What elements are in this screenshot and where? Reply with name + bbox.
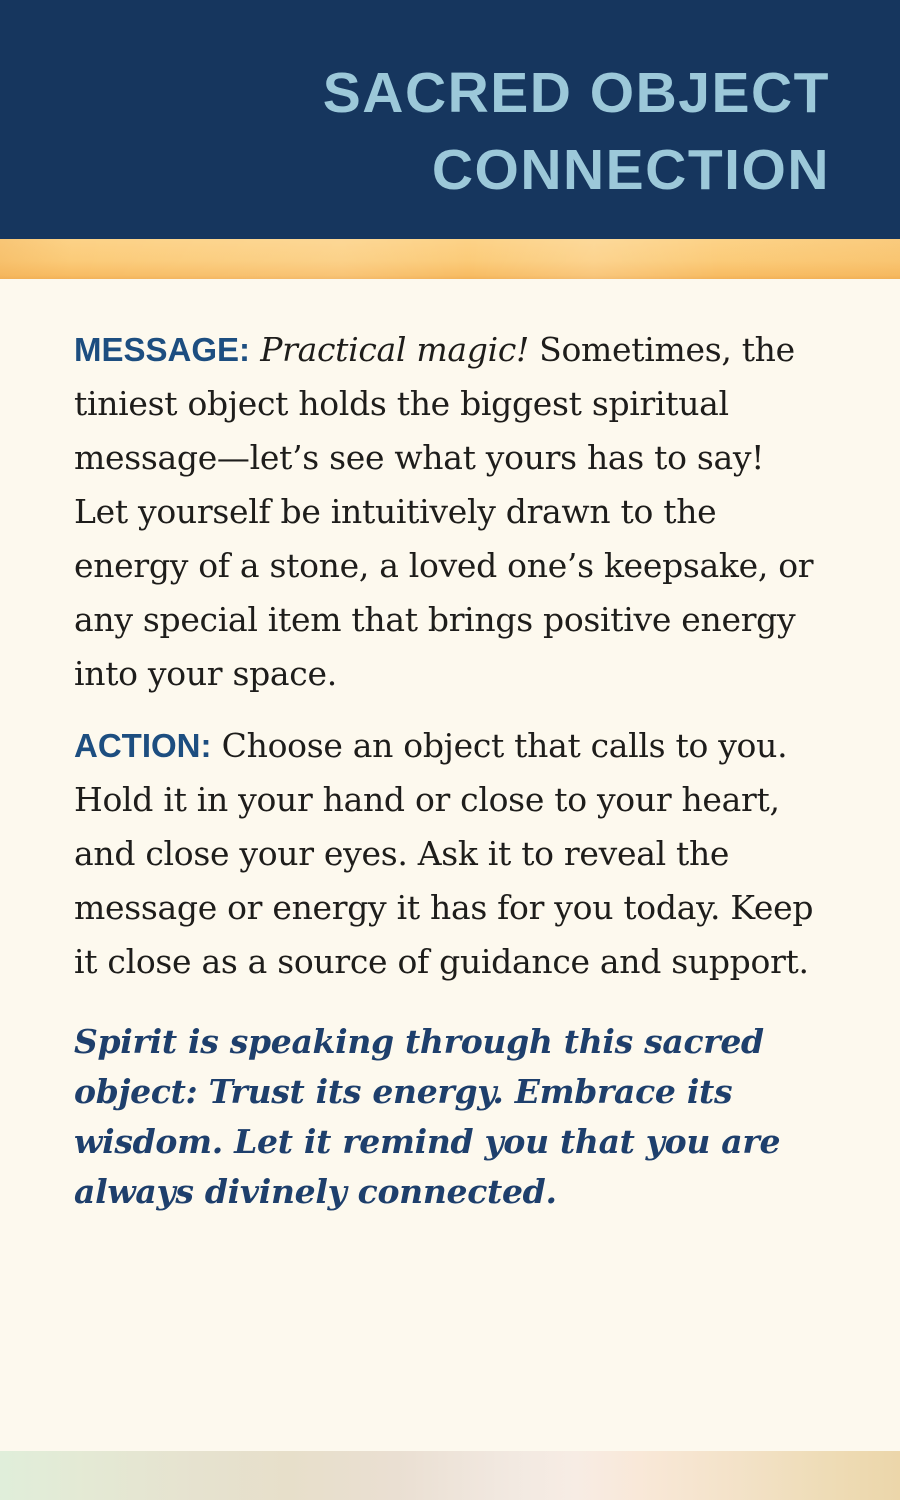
- card-title: [323, 55, 830, 209]
- card-header: [0, 0, 900, 239]
- gold-divider-band: [0, 239, 900, 279]
- card-title-line-1: SACRED OBJECT: [322, 61, 830, 125]
- action-label: ACTION:: [74, 727, 212, 764]
- message-italic-lead: Practical magic!: [250, 330, 529, 369]
- message-label: MESSAGE:: [74, 331, 251, 368]
- card-body: [0, 279, 900, 1217]
- action-text: Choose an object that calls to you. Hold it in your hand or close to your heart, and close your eyes. Ask it to reveal the message or energy it has for you today. Keep it close as a source of guidance and support.: [74, 726, 814, 981]
- affirmation-paragraph: Spirit is speaking through this sacred object: Trust its energy. Embrace its wisdom. Let it remind you that you are always divinely connected.: [74, 1022, 781, 1211]
- message-text: Sometimes, the tiniest object holds the biggest spiritual message—let’s see what yours has to say! Let yourself be intuitively drawn to the energy of a stone, a loved one’s keepsake, or any special item that brings positive energy into your space.: [74, 330, 814, 693]
- action-paragraph: [74, 719, 826, 989]
- message-paragraph: [74, 323, 826, 701]
- pastel-gradient-band: [0, 1451, 900, 1500]
- card-title-line-2: CONNECTION: [431, 138, 830, 202]
